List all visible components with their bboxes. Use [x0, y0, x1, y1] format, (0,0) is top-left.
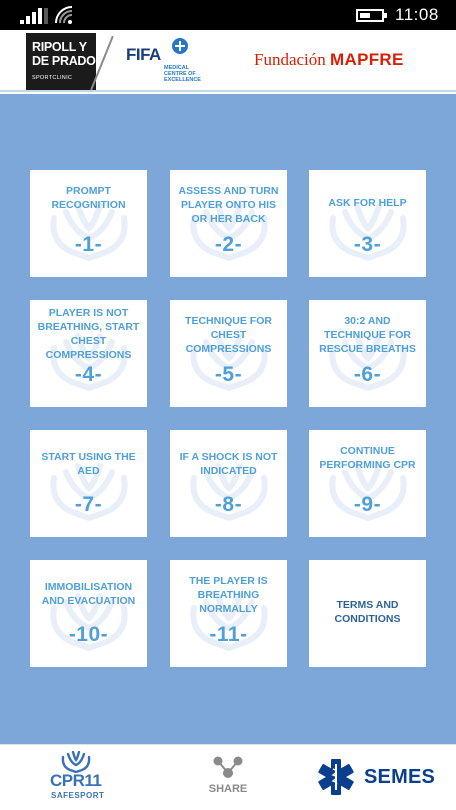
- tile-number: -5-: [214, 363, 243, 386]
- tile-number: -7-: [74, 493, 103, 516]
- tile-title: TECHNIQUE FOR CHEST COMPRESSIONS: [185, 315, 272, 355]
- tile-number: -3-: [353, 233, 382, 256]
- tile-number: -11-: [209, 623, 248, 646]
- tile-number: -6-: [353, 363, 382, 386]
- tile-step-4[interactable]: [30, 300, 147, 407]
- ripoll-line2: DE PRADO: [32, 54, 96, 68]
- fifa-sub-line1: MEDICAL: [164, 65, 190, 71]
- mapfre-brand: MAPFRE: [330, 50, 404, 69]
- tile-title: PLAYER IS NOT BREATHING, START CHEST COMPRESSIONS: [37, 307, 140, 361]
- tile-number: -9-: [353, 493, 382, 516]
- semes-logo: [316, 757, 446, 801]
- bottom-app-bar: [0, 744, 456, 810]
- tile-step-7[interactable]: [30, 430, 147, 537]
- tile-step-10[interactable]: [30, 560, 147, 667]
- tile-step-9[interactable]: [309, 430, 426, 537]
- tile-step-5[interactable]: [170, 300, 287, 407]
- ripoll-de-prado-logo: [26, 33, 96, 90]
- tile-title: ASK FOR HELP: [328, 197, 407, 209]
- fifa-sub-line2: CENTRE OF: [164, 71, 196, 77]
- tile-title: PROMPT RECOGNITION: [51, 185, 126, 211]
- wifi-icon: [54, 5, 76, 25]
- tile-title: 30:2 AND TECHNIQUE FOR RESCUE BREATHS: [319, 315, 416, 355]
- share-icon: [213, 755, 243, 779]
- share-button[interactable]: [205, 755, 251, 805]
- share-label: SHARE: [208, 783, 248, 795]
- fifa-cross-icon: [172, 38, 188, 54]
- signal-strength-icon: [20, 6, 48, 24]
- fifa-logo-text: FIFA: [126, 45, 161, 64]
- tile-title: ASSESS AND TURN PLAYER ONTO HIS OR HER BACK: [178, 185, 279, 225]
- tile-number: -10-: [68, 623, 109, 646]
- battery-icon: [356, 9, 384, 22]
- tile-number: -1-: [74, 233, 103, 256]
- semes-label: SEMES: [364, 766, 436, 788]
- status-bar: [0, 0, 456, 30]
- steps-grid: [0, 94, 456, 744]
- tile-step-6[interactable]: [309, 300, 426, 407]
- star-of-life-icon: [316, 757, 356, 797]
- cpr-hands-icon: [60, 751, 92, 773]
- mapfre-prefix: Fundación: [254, 50, 331, 69]
- tile-step-8[interactable]: [170, 430, 287, 537]
- tile-step-3[interactable]: [309, 170, 426, 277]
- ripoll-line3: SPORTCLINIC: [32, 75, 73, 81]
- tile-step-2[interactable]: [170, 170, 287, 277]
- tile-title: START USING THE AED: [41, 451, 136, 477]
- header-logos: [0, 30, 456, 92]
- tile-title: TERMS AND CONDITIONS: [334, 599, 401, 625]
- cpr11-logo[interactable]: [46, 751, 106, 807]
- tile-number: -8-: [214, 493, 243, 516]
- tile-step-11[interactable]: [170, 560, 287, 667]
- fifa-sub-line3: EXCELLENCE: [164, 77, 201, 83]
- tile-step-1[interactable]: [30, 170, 147, 277]
- tile-terms-and-conditions[interactable]: [309, 560, 426, 667]
- tile-number: -2-: [214, 233, 243, 256]
- cpr11-subtitle: SAFESPORT: [51, 791, 105, 800]
- tile-title: THE PLAYER IS BREATHING NORMALLY: [189, 575, 268, 615]
- tile-number: -4-: [74, 363, 103, 386]
- tile-title: CONTINUE PERFORMING CPR: [319, 445, 416, 471]
- ripoll-line1: RIPOLL Y: [32, 40, 87, 54]
- fifa-subtitle: [164, 65, 201, 83]
- cpr11-title: CPR11: [50, 771, 102, 790]
- tile-title: IF A SHOCK IS NOT INDICATED: [179, 451, 278, 477]
- status-time: 11:08: [395, 5, 439, 24]
- tile-title: IMMOBILISATION AND EVACUATION: [41, 581, 136, 607]
- fundacion-mapfre-logo: [254, 50, 404, 70]
